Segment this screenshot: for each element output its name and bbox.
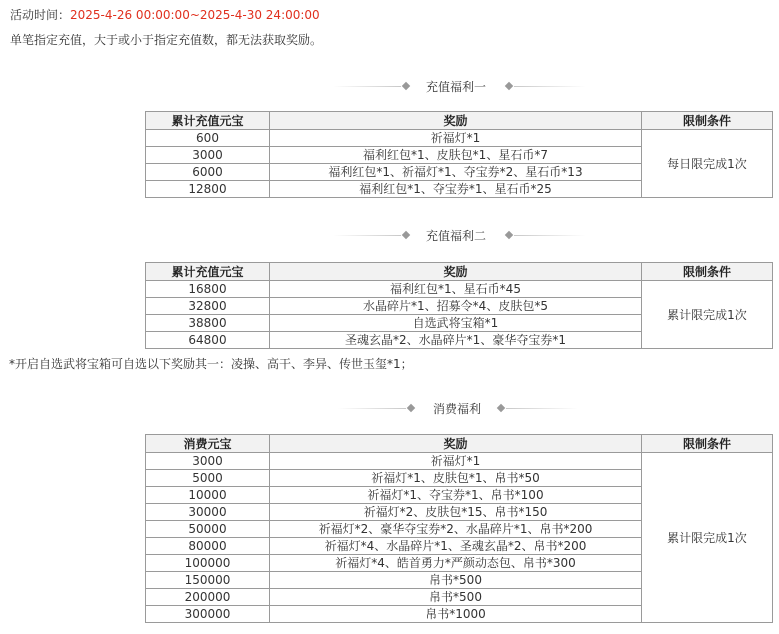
header-reward: 奖励 bbox=[270, 112, 642, 130]
amount-cell: 6000 bbox=[146, 164, 270, 181]
header-reward: 奖励 bbox=[270, 263, 642, 281]
reward-cell: 自选武将宝箱*1 bbox=[270, 315, 642, 332]
condition-cell: 累计限完成1次 bbox=[642, 281, 773, 349]
header-amount: 累计充值元宝 bbox=[146, 112, 270, 130]
header-amount: 累计充值元宝 bbox=[146, 263, 270, 281]
consumption-reward-table bbox=[145, 434, 773, 623]
diamond-icon bbox=[505, 231, 513, 239]
title-divider-left bbox=[333, 235, 401, 236]
amount-cell: 16800 bbox=[146, 281, 270, 298]
title-divider-right bbox=[506, 408, 578, 409]
table-header-row bbox=[146, 112, 773, 130]
reward-cell: 祈福灯*1 bbox=[270, 130, 642, 147]
title-divider-left bbox=[338, 408, 406, 409]
header-condition: 限制条件 bbox=[642, 435, 773, 453]
reward-cell: 祈福灯*4、水晶碎片*1、圣魂玄晶*2、帛书*200 bbox=[270, 538, 642, 555]
reward-cell: 帛书*1000 bbox=[270, 606, 642, 623]
reward-cell: 祈福灯*1 bbox=[270, 453, 642, 470]
header-amount: 消费元宝 bbox=[146, 435, 270, 453]
amount-cell: 64800 bbox=[146, 332, 270, 349]
diamond-icon bbox=[402, 82, 410, 90]
recharge-rule-note: 单笔指定充值，大于或小于指定充值数，都无法获取奖励。 bbox=[10, 33, 323, 47]
amount-cell: 30000 bbox=[146, 504, 270, 521]
section-title-recharge-2 bbox=[0, 226, 779, 246]
section-title-text: 消费福利 bbox=[433, 402, 482, 416]
diamond-icon bbox=[407, 404, 415, 412]
reward-cell: 帛书*500 bbox=[270, 572, 642, 589]
amount-cell: 5000 bbox=[146, 470, 270, 487]
amount-cell: 300000 bbox=[146, 606, 270, 623]
amount-cell: 80000 bbox=[146, 538, 270, 555]
reward-cell: 福利红包*1、星石币*45 bbox=[270, 281, 642, 298]
reward-cell: 祈福灯*2、豪华夺宝券*2、水晶碎片*1、帛书*200 bbox=[270, 521, 642, 538]
table-row bbox=[146, 130, 773, 147]
amount-cell: 600 bbox=[146, 130, 270, 147]
amount-cell: 100000 bbox=[146, 555, 270, 572]
activity-time-label: 活动时间： bbox=[10, 8, 71, 22]
amount-cell: 38800 bbox=[146, 315, 270, 332]
activity-time-line bbox=[10, 6, 320, 23]
activity-time-value: 2025-4-26 00:00:00~2025-4-30 24:00:00 bbox=[70, 8, 320, 22]
header-condition: 限制条件 bbox=[642, 112, 773, 130]
reward-cell: 福利红包*1、夺宝券*1、星石币*25 bbox=[270, 181, 642, 198]
header-reward: 奖励 bbox=[270, 435, 642, 453]
reward-cell: 祈福灯*4、皓首勇力*严颜动态包、帛书*300 bbox=[270, 555, 642, 572]
reward-cell: 圣魂玄晶*2、水晶碎片*1、豪华夺宝券*1 bbox=[270, 332, 642, 349]
amount-cell: 3000 bbox=[146, 453, 270, 470]
condition-cell: 累计限完成1次 bbox=[642, 453, 773, 623]
amount-cell: 10000 bbox=[146, 487, 270, 504]
reward-cell: 祈福灯*1、皮肤包*1、帛书*50 bbox=[270, 470, 642, 487]
diamond-icon bbox=[497, 404, 505, 412]
table-row bbox=[146, 453, 773, 470]
amount-cell: 12800 bbox=[146, 181, 270, 198]
amount-cell: 150000 bbox=[146, 572, 270, 589]
section-title-text: 充值福利二 bbox=[426, 229, 487, 243]
section-title-consumption bbox=[0, 399, 779, 419]
table-header-row bbox=[146, 263, 773, 281]
reward-cell: 福利红包*1、皮肤包*1、星石币*7 bbox=[270, 147, 642, 164]
amount-cell: 3000 bbox=[146, 147, 270, 164]
amount-cell: 50000 bbox=[146, 521, 270, 538]
reward-cell: 祈福灯*2、皮肤包*15、帛书*150 bbox=[270, 504, 642, 521]
reward-cell: 水晶碎片*1、招募令*4、皮肤包*5 bbox=[270, 298, 642, 315]
reward-cell: 帛书*500 bbox=[270, 589, 642, 606]
diamond-icon bbox=[505, 82, 513, 90]
selectable-chest-footnote: *开启自选武将宝箱可自选以下奖励其一：凌操、高干、李异、传世玉玺*1； bbox=[9, 357, 413, 371]
title-divider-right bbox=[514, 235, 586, 236]
section-title-recharge-1 bbox=[0, 77, 779, 97]
header-condition: 限制条件 bbox=[642, 263, 773, 281]
amount-cell: 200000 bbox=[146, 589, 270, 606]
section-title-text: 充值福利一 bbox=[426, 80, 487, 94]
recharge-reward-table-1 bbox=[145, 111, 773, 198]
title-divider-left bbox=[333, 86, 401, 87]
condition-cell: 每日限完成1次 bbox=[642, 130, 773, 198]
title-divider-right bbox=[514, 86, 586, 87]
table-header-row bbox=[146, 435, 773, 453]
reward-cell: 福利红包*1、祈福灯*1、夺宝券*2、星石币*13 bbox=[270, 164, 642, 181]
reward-cell: 祈福灯*1、夺宝券*1、帛书*100 bbox=[270, 487, 642, 504]
amount-cell: 32800 bbox=[146, 298, 270, 315]
table-row bbox=[146, 281, 773, 298]
diamond-icon bbox=[402, 231, 410, 239]
recharge-reward-table-2 bbox=[145, 262, 773, 349]
